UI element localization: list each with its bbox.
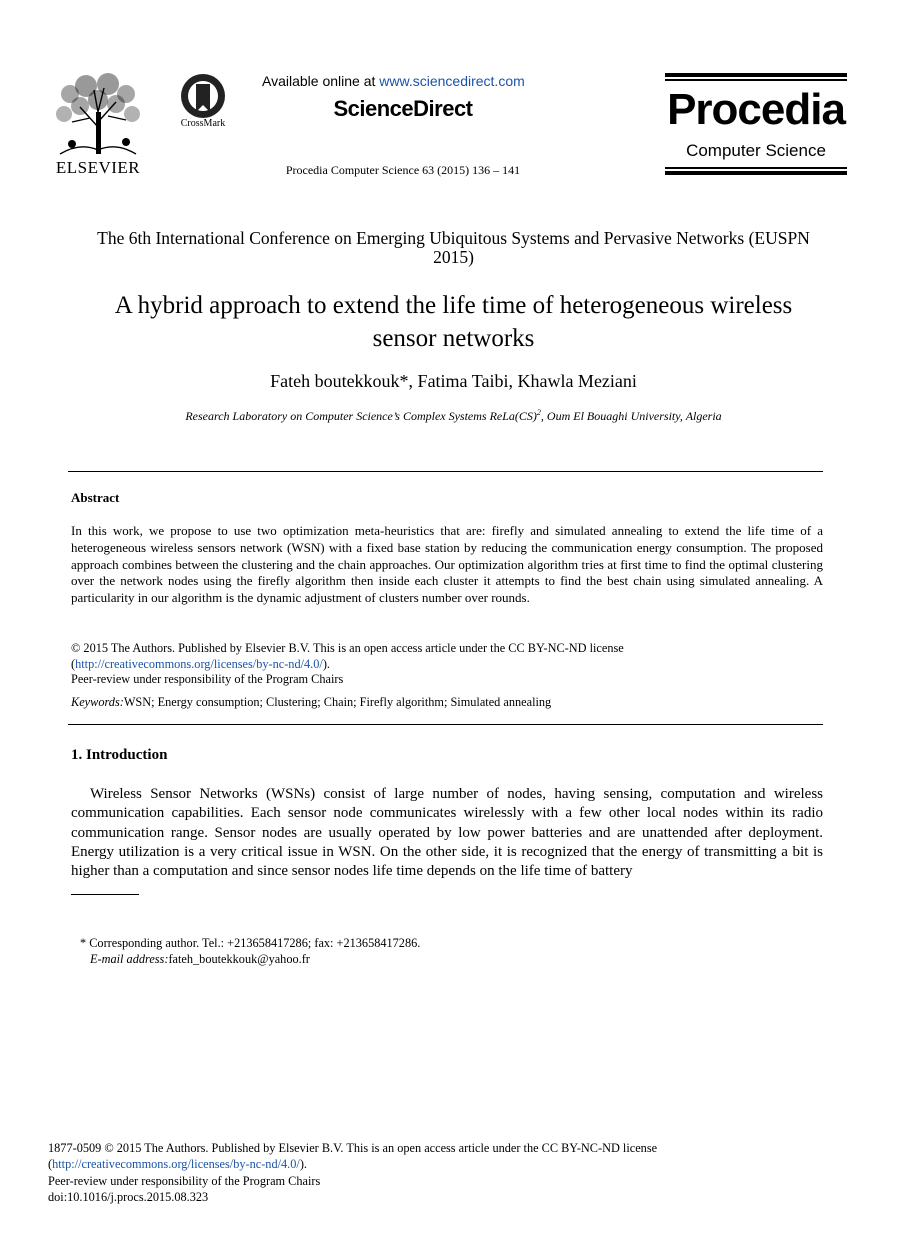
peer-review-line: Peer-review under responsibility of the Program Chairs xyxy=(71,672,344,686)
keywords-label: Keywords: xyxy=(71,695,124,709)
sciencedirect-link[interactable]: www.sciencedirect.com xyxy=(379,73,525,89)
affiliation-superscript: 2 xyxy=(536,408,541,417)
title-line-2: sensor networks xyxy=(372,325,535,352)
keywords xyxy=(71,695,551,710)
procedia-subtitle: Computer Science xyxy=(686,141,826,160)
footer-license-link[interactable]: http://creativecommons.org/licenses/by-nc-nd/4.0/ xyxy=(52,1157,300,1172)
license-statement xyxy=(71,641,624,688)
page-footer xyxy=(48,1140,657,1206)
footer-paren-open: ( xyxy=(48,1157,53,1172)
license-paren-close: ). xyxy=(322,656,330,671)
footer-issn-line: 1877-0509 © 2015 The Authors. Published by Elsevier B.V. This is an open access article under the CC BY-NC-ND license xyxy=(48,1141,658,1155)
conference-name: The 6th International Conference on Emerging Ubiquitous Systems and Pervasive Networks (EUSPN 2015) xyxy=(97,228,810,267)
license-paren-open: ( xyxy=(71,656,76,671)
footer-peer-review: Peer-review under responsibility of the Program Chairs xyxy=(48,1173,321,1188)
procedia-wordmark: Procedia xyxy=(667,85,845,134)
footer-link-line xyxy=(48,1156,657,1172)
email-label: E-mail address: xyxy=(90,952,169,966)
footer-paren-close: ). xyxy=(299,1157,307,1172)
license-link[interactable]: http://creativecommons.org/licenses/by-nc-nd/4.0/ xyxy=(75,656,323,671)
crossmark-label: CrossMark xyxy=(180,118,226,129)
corresponding-author-footnote xyxy=(80,935,420,967)
keywords-list: WSN; Energy consumption; Clustering; Chain; Firefly algorithm; Simulated annealing xyxy=(123,695,552,709)
availability-prefix: Available online at xyxy=(262,73,380,89)
footnote-rule xyxy=(71,894,139,895)
paper-title xyxy=(40,289,867,355)
email-address[interactable]: fateh_boutekkouk@yahoo.fr xyxy=(168,952,310,966)
abstract-text: In this work, we propose to use two optimization meta-heuristics that are: firefly and simulated annealing to extend the life time of a heterogeneous wireless sensors network (WSN) with a fixed base station by reducing the communication energy consumption. The proposed approach combines between the clustering and the chain approaches. Our optimization algorithm tries at first time to find the optimal clustering over the network nodes using the firefly algorithm then inside each cluster it attempts to find the best chain using simulated annealing. A particularity in our algorithm is the dynamic adjustment of clusters number over rounds. xyxy=(71,523,823,606)
sciencedirect-logo: ScienceDirect xyxy=(333,96,473,121)
footnote-email-line xyxy=(80,951,420,967)
author-list: Fateh boutekkouk*, Fatima Taibi, Khawla Meziani xyxy=(270,371,637,391)
divider-top xyxy=(68,471,823,472)
footnote-contact: * Corresponding author. Tel.: +213658417286; fax: +213658417286. xyxy=(80,936,421,950)
introduction-text: Wireless Sensor Networks (WSNs) consist of large number of nodes, having sensing, computation and wireless communication capabilities. Each sensor node communicates wirelessly with a few other local nodes within its radio communication range. Sensor nodes are usually operated by low power batteries and are unattended after deployment. Energy utilization is a very critical issue in WSN. On the other side, it is recognized that the energy of transmitting a bit is higher than a computation and since sensor nodes life time depends on the life time of battery xyxy=(71,786,823,880)
footer-doi[interactable]: doi:10.1016/j.procs.2015.08.323 xyxy=(48,1190,209,1205)
journal-reference: Procedia Computer Science 63 (2015) 136 – 141 xyxy=(285,163,521,177)
affiliation-text: Research Laboratory on Computer Science’s Complex Systems ReLa(CS) xyxy=(185,409,537,423)
license-line: © 2015 The Authors. Published by Elsevier B.V. This is an open access article under the CC BY-NC-ND license xyxy=(71,641,624,655)
availability-line xyxy=(262,73,525,89)
affiliation-location: , Oum El Bouaghi University, Algeria xyxy=(540,409,722,423)
abstract-heading: Abstract xyxy=(71,490,120,505)
license-link-line xyxy=(71,657,624,673)
affiliation xyxy=(40,408,867,424)
title-line-1: A hybrid approach to extend the life time of heterogeneous wireless xyxy=(114,292,793,319)
publisher-name: ELSEVIER xyxy=(55,158,141,177)
introduction-heading: 1. Introduction xyxy=(71,747,168,763)
divider-bottom xyxy=(68,724,823,725)
